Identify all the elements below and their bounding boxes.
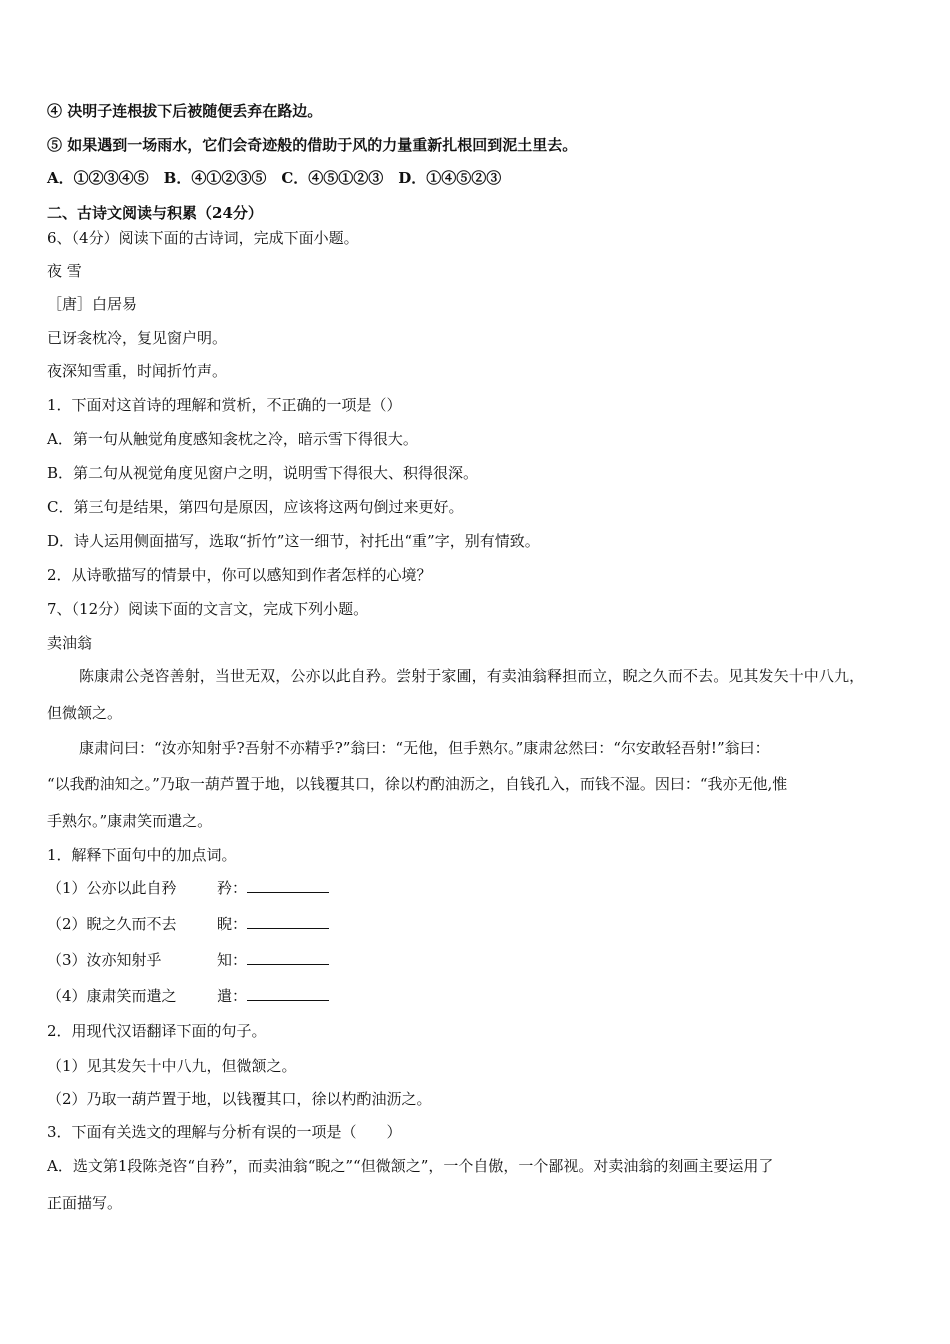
q7-sub1: 1．解释下面句中的加点词。 [47,846,237,864]
poem-line: 已讶衾枕冷，复见窗户明。 [47,329,228,347]
translate-item: （2）乃取一葫芦置于地，以钱覆其口，徐以杓酌油沥之。 [47,1090,432,1108]
word-item [47,950,329,970]
answer-blank[interactable] [247,986,329,1001]
ordering-item-4: ④ 决明子连根拔下后被随便丢弃在路边。 [47,102,323,120]
q7-option-a: A．选文第1段陈尧咨“自矜”，而卖油翁“睨之”“但微颔之”，一个自傲，一个鄙视。对卖油翁的刻画主要运用了 [47,1157,774,1175]
answer-blank[interactable] [247,950,329,965]
word-target: 知： [217,951,248,969]
q6-option-b: B．第二句从视觉角度见窗户之明，说明雪下得很大、积得很深。 [47,464,479,482]
passage-line: 陈康肃公尧咨善射，当世无双，公亦以此自矜。尝射于家圃，有卖油翁释担而立，睨之久而不去。见其发矢十中八九， [79,667,865,685]
q6-option-d: D．诗人运用侧面描写，选取“折竹”这一细节，衬托出“重”字，别有情致。 [47,532,540,550]
word-target: 矜： [217,879,248,897]
word-sentence: （4）康肃笑而遣之 [47,987,177,1005]
ordering-options: A．①②③④⑤ B．④①②③⑤ C．④⑤①②③ D．①④⑤②③ [47,169,502,187]
q6-option-a: A．第一句从触觉角度感知衾枕之冷，暗示雪下得很大。 [47,430,418,448]
word-target: 遣： [217,987,248,1005]
q6-sub2: 2．从诗歌描写的情景中，你可以感知到作者怎样的心境？ [47,566,432,584]
q7-option-a-cont: 正面描写。 [47,1194,123,1212]
answer-blank[interactable] [247,914,329,929]
q6-option-c: C．第三句是结果，第四句是原因，应该将这两句倒过来更好。 [47,498,464,516]
answer-blank[interactable] [247,878,329,893]
ordering-item-5: ⑤ 如果遇到一场雨水，它们会奇迹般的借助于风的力量重新扎根回到泥土里去。 [47,136,578,154]
q7-intro: 7、（12分）阅读下面的文言文，完成下列小题。 [47,600,369,618]
word-sentence: （1）公亦以此自矜 [47,879,177,897]
passage-line: 手熟尔。”康肃笑而遣之。 [47,812,213,830]
word-target: 睨： [217,915,248,933]
poem-title: 夜 雪 [47,262,82,280]
word-item [47,914,329,934]
passage-line: 康肃问曰：“汝亦知射乎?吾射不亦精乎?”翁曰：“无他，但手熟尔。”康肃忿然曰：“尔安敢轻吾射!”翁曰： [79,739,770,757]
word-item [47,986,329,1006]
translate-item: （1）见其发矢十中八九，但微颔之。 [47,1057,297,1075]
passage-title: 卖油翁 [47,634,93,652]
q6-sub1: 1．下面对这首诗的理解和赏析，不正确的一项是（） [47,396,402,414]
q7-sub3: 3．下面有关选文的理解与分析有误的一项是（ ） [47,1123,402,1141]
word-sentence: （2）睨之久而不去 [47,915,177,933]
word-item [47,878,329,898]
word-sentence: （3）汝亦知射乎 [47,951,162,969]
q7-sub2: 2．用现代汉语翻译下面的句子。 [47,1022,267,1040]
passage-line: “以我酌油知之。”乃取一葫芦置于地，以钱覆其口，徐以杓酌油沥之，自钱孔入，而钱不湿。因曰：“我亦无他,惟 [47,775,788,793]
poem-line: 夜深知雪重，时闻折竹声。 [47,362,228,380]
section-heading: 二、古诗文阅读与积累（24分） [47,204,263,222]
poem-author: ［唐］白居易 [47,295,138,313]
passage-line: 但微颔之。 [47,704,123,722]
q6-intro: 6、（4分）阅读下面的古诗词，完成下面小题。 [47,229,359,247]
